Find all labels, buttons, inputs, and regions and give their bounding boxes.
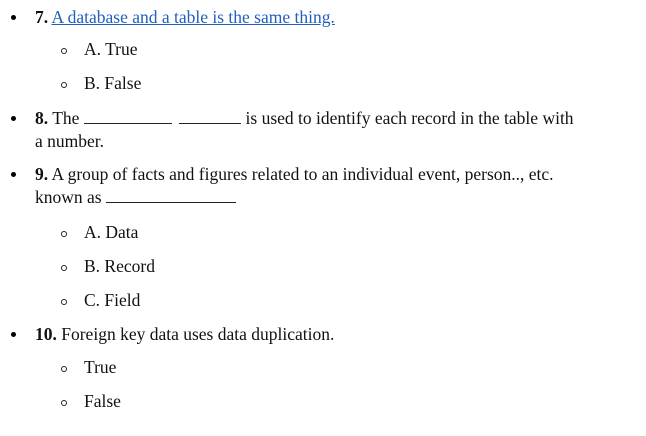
question-7 (35, 6, 335, 28)
question-9-line2 (35, 186, 236, 208)
question-number: 8. (35, 108, 49, 128)
option-circle (61, 265, 67, 271)
option-circle (61, 299, 67, 305)
bullet (11, 15, 16, 20)
question-number: 10. (35, 324, 57, 344)
option-circle (61, 400, 67, 406)
bullet (11, 332, 16, 337)
option-9a[interactable]: A. Data (84, 222, 139, 242)
option-circle (61, 366, 67, 372)
option-circle (61, 82, 67, 88)
question-8-line2: a number. (35, 131, 105, 151)
question-text: A group of facts and figures related to an individual event, person.., etc. (51, 164, 554, 184)
option-10a[interactable]: True (84, 357, 117, 377)
option-7a[interactable]: A. True (84, 39, 138, 59)
answer-blank (106, 188, 236, 203)
option-circle (61, 48, 67, 54)
option-9b[interactable]: B. Record (84, 256, 155, 276)
answer-blank (179, 109, 241, 124)
question-10 (35, 323, 334, 345)
question-number: 9. (35, 164, 49, 184)
question-text: known as (35, 187, 102, 207)
answer-blank (84, 109, 172, 124)
question-text: Foreign key data uses data duplication. (61, 324, 335, 344)
question-text: The (52, 108, 80, 128)
option-7b[interactable]: B. False (84, 73, 142, 93)
bullet (11, 172, 16, 177)
question-9 (35, 163, 554, 185)
question-7-link[interactable]: A database and a table is the same thing. (51, 7, 335, 27)
option-10b[interactable]: False (84, 391, 121, 411)
option-9c[interactable]: C. Field (84, 290, 141, 310)
option-circle (61, 231, 67, 237)
question-number: 7. (35, 7, 49, 27)
bullet (11, 116, 16, 121)
question-8 (35, 107, 574, 129)
question-text: is used to identify each record in the table with (245, 108, 574, 128)
